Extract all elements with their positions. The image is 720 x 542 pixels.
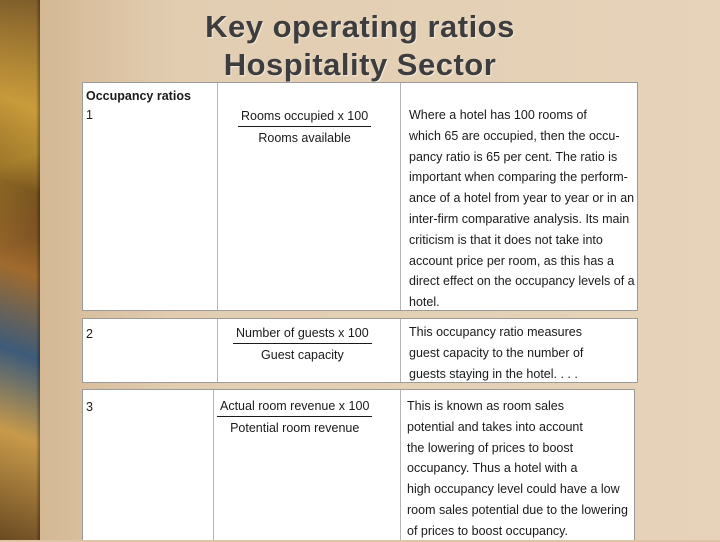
background-image-strip — [0, 0, 40, 540]
title-line-1: Key operating ratios — [205, 9, 515, 44]
ratio-number: 2 — [86, 327, 93, 341]
ratio-panel-1 — [82, 82, 638, 311]
ratio-number: 3 — [86, 400, 93, 414]
formula-denominator: Rooms available — [258, 131, 351, 145]
ratio-formula-cell — [217, 83, 400, 310]
ratio-description-cell — [400, 83, 637, 310]
ratio-description: This occupancy ratio measures guest capacity to the number of guests staying in the hotel. . . . — [409, 325, 584, 381]
formula-numerator: Number of guests x 100 — [233, 324, 372, 344]
slide-title — [150, 8, 570, 84]
ratio-formula-cell — [213, 390, 400, 540]
ratio-formula — [217, 397, 372, 437]
formula-numerator: Rooms occupied x 100 — [238, 107, 371, 127]
ratio-number-cell — [83, 83, 217, 310]
ratio-description-cell — [400, 390, 634, 540]
ratio-description-cell — [400, 319, 637, 382]
ratio-description: Where a hotel has 100 rooms of which 65 are occupied, then the occu- pancy ratio is 65 per cent. The ratio is important when comparing the perform- ance of a hotel from year to year or in an inter-firm comparative analysis. Its main criticism is that it does not take into account price per room, as this has a direct effect on the occupancy levels of a hotel. — [409, 108, 635, 310]
ratio-formula-cell — [217, 319, 400, 382]
ratio-number: 1 — [86, 108, 93, 122]
ratio-panel-3 — [82, 389, 635, 540]
ratio-formula — [238, 107, 371, 147]
ratio-number-cell — [83, 390, 213, 540]
ratio-panel-2 — [82, 318, 638, 383]
ratio-formula — [233, 324, 372, 364]
formula-denominator: Guest capacity — [261, 348, 344, 362]
ratio-description: This is known as room sales potential and takes into account the lowering of prices to boost occupancy. Thus a hotel with a high occupancy level could have a low room sales potential due to the lowering of prices to boost occupancy. — [407, 399, 628, 538]
formula-numerator: Actual room revenue x 100 — [217, 397, 372, 417]
section-heading: Occupancy ratios — [86, 89, 191, 103]
ratio-number-cell — [83, 319, 217, 382]
title-line-2: Hospitality Sector — [223, 47, 497, 82]
formula-denominator: Potential room revenue — [230, 421, 360, 435]
